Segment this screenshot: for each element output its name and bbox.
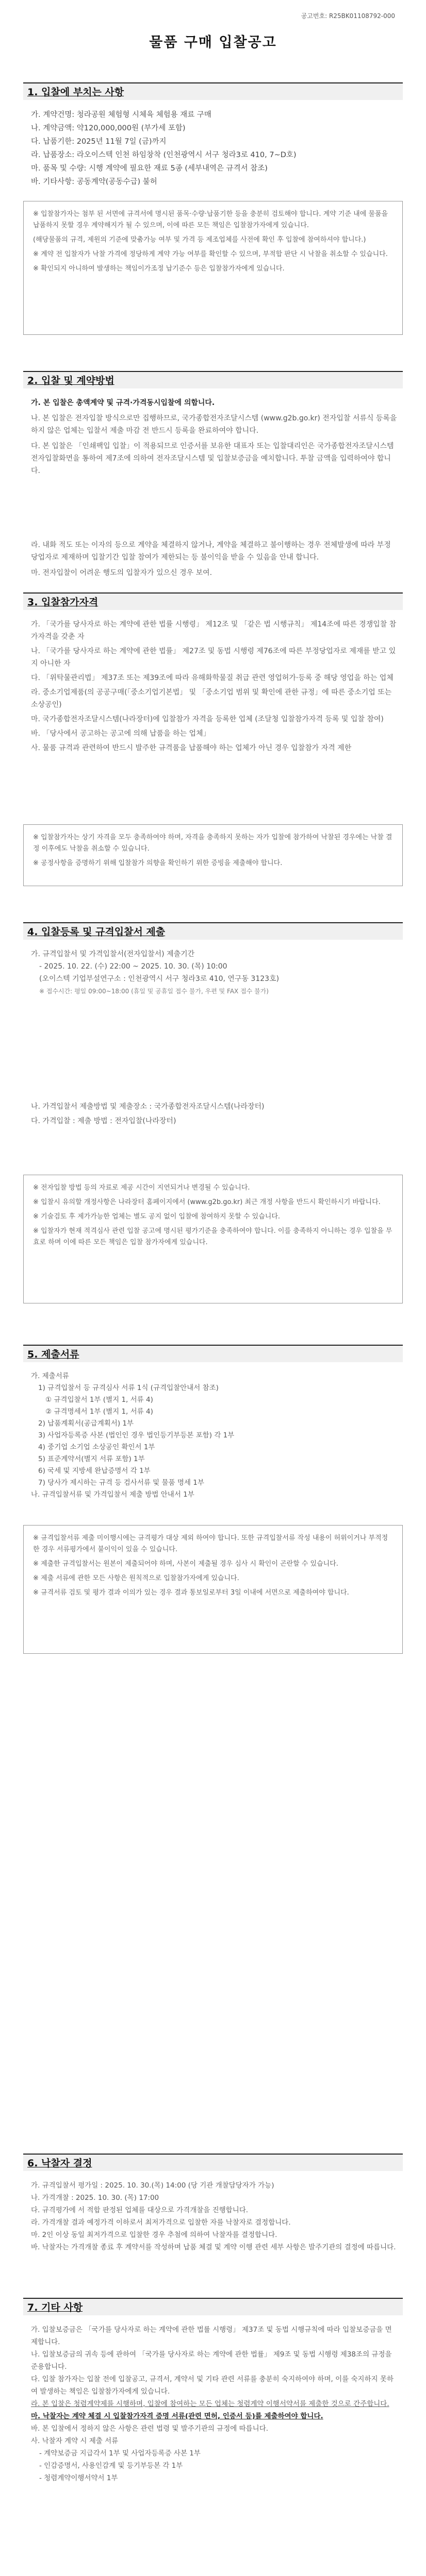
section-7-body (31, 2324, 397, 2484)
s6-line: 가. 규격입찰서 평가일 : 2025. 10. 30.(목) 14:00 (당 기관 개찰담당자가 가능) (31, 2181, 274, 2190)
s5-line: ① 규격입찰서 1부 (별지 1, 서류 4) (45, 1396, 153, 1404)
s4-note: ※ 기술검토 후 제가가능한 업체는 별도 공지 없이 입찰에 참여하지 못할 수 있습니다. (33, 1213, 281, 1221)
s4-note: ※ 전자입찰 방법 등의 자료로 제공 시간이 지연되거나 변경될 수 있습니다. (33, 1184, 250, 1192)
s5-line: 6) 국세 및 지방세 완납증명서 각 1부 (38, 1467, 151, 1475)
s4-line: - 2025. 10. 22. (수) 22:00 ~ 2025. 10. 30. (목) 10:00 (39, 962, 227, 971)
s7-line: 나. 입찰보증금의 귀속 등에 관하여 「국가를 당사자로 하는 계약에 관한 법률」 제9조 및 동법 시행령 제38조의 규정을 준용합니다. (31, 2350, 392, 2371)
page-title: 물품 구매 입찰공고 (149, 35, 277, 50)
s3-line: 다. 「위탁물관리법」 제37조 또는 제39조에 따라 유해화학물질 취급 관련 영업허가·등록 중 해당 영업을 하는 업체 (31, 674, 394, 682)
s4-line: (오이스텍 기업부설연구소 : 인천광역시 서구 청라3로 410, 연구동 3123호) (39, 975, 280, 983)
s2-line: 다. 본 입찰은 「인쇄팩입 입찰」이 적용되므로 인증서를 보유한 대표자 또는 입찰대리인은 국가종합전자조달시스템 전자입찰화면을 통하여 제7조에 의하여 전자조달시스템 및 입찰보증금을 예치합니다. 투찰 금액을 입력하여야 합니다. (31, 442, 394, 475)
s2-line: 나. 본 입찰은 전자입찰 방식으로만 집행하므로, 국가종합전자조달시스템 (www.g2b.go.kr) 전자입찰 서류식 등록을 하지 않은 업체는 입찰서 제출 마감 전 반드시 등록을 완료하여야 합니다. (31, 414, 397, 435)
section-3-notes (23, 824, 403, 886)
s6-line: 바. 낙찰자는 가격개찰 종료 후 계약서를 작성하며 납품 체결 및 계약 이행 관련 세부 사항은 발주기관의 결정에 따릅니다. (31, 2243, 396, 2251)
s2-line: 마. 전자입찰이 어려운 행도의 입찰자가 있으신 경우 보여. (31, 569, 212, 577)
s5-note: ※ 제출 서류에 관한 모든 사항은 원칙적으로 입찰참가자에게 있습니다. (33, 1574, 239, 1582)
s2-line: 라. 내화 적도 또는 이자의 등으로 계약을 체결하지 않거나, 계약을 체결하고 불이행하는 경우 전체발생에 따라 부정당업자로 제재하며 입찰기간 입찰 참여가 제한되는 등 불이익을 받을 수 있음을 안내 합니다. (31, 541, 391, 562)
s1-line: 바. 기타사항: 공동계약(공동수급) 불허 (31, 178, 157, 186)
s4-line: 다. 가격입찰 : 제출 방법 : 전자입찰(나라장터) (31, 1117, 176, 1125)
s4-line: ※ 접수시간: 평일 09:00~18:00 (휴일 및 공휴일 접수 불가, 우편 및 FAX 접수 불가) (39, 988, 269, 995)
s3-line: 라. 중소기업제품(의 공공구매(「중소기업기본법」 및 「중소기업 범위 및 확인에 관한 규정」에 따른 중소기업 또는 소상공인) (31, 688, 392, 709)
s2-line: 가. 본 입찰은 총액계약 및 규격·가격동시입찰에 의합니다. (31, 399, 215, 407)
s5-note: ※ 규격서류 검토 및 평가 결과 이의가 있는 경우 결과 통보일로부터 3일 이내에 서면으로 제출하여야 합니다. (33, 1589, 349, 1597)
s1-note: ※ 확인되지 아니하여 발생하는 책임이가조정 납기준수 등은 입찰참가자에게 있습니다. (33, 265, 285, 273)
s4-line: 가. 규격입찰서 및 가격입찰서(전자입찰서) 제출기간 (31, 950, 195, 958)
section-1-notes (23, 201, 403, 335)
s6-line: 나. 가격개찰 : 2025. 10. 30. (목) 17:00 (31, 2194, 159, 2202)
s6-line: 라. 가격개찰 결과 예정가격 이하로서 최저가격으로 입찰한 자를 낙찰자로 결정합니다. (31, 2218, 291, 2227)
section-3-body (31, 618, 397, 754)
s6-line: 마. 2인 이상 동일 최저가격으로 입찰한 경우 추첨에 의하여 낙찰자를 결정합니다. (31, 2231, 277, 2239)
s7-line: - 인감증명서, 사용인감계 및 등기부등본 각 1부 (39, 2462, 183, 2470)
s1-line: 다. 납품기한: 2025년 11월 7일 (금)까지 (31, 138, 167, 146)
s5-line: 나. 규격입찰서류 및 가격입찰서 제출 방법 안내서 1부 (31, 1490, 194, 1499)
s3-line: 사. 물품 규격과 관련하여 반드시 발주한 규격품을 납품해야 하는 업체가 아닌 경우 입찰참가 자격 제한 (31, 744, 352, 752)
section-4-notes (23, 1175, 403, 1303)
s1-note: ※ 계약 전 입찰자가 낙찰 가격에 정당하게 계약 가능 여부를 확인할 수 있으며, 부적합 판단 시 낙찰을 취소할 수 있습니다. (33, 250, 388, 258)
s3-line: 나. 「국가를 당사자로 하는 계약에 관한 법률」 제27조 및 동법 시행령 제76조에 따른 부정당업자로 제재를 받고 있지 아니한 자 (31, 647, 396, 668)
section-6-body (31, 2179, 397, 2253)
section-2-body (31, 397, 397, 579)
s7-line: 바. 본 입찰에서 정하지 않은 사항은 관련 법령 및 발주기관의 규정에 따릅니다. (31, 2425, 269, 2433)
s5-line: 3) 사업자등록증 사본 (법인인 경우 법인등기부등본 포함) 각 1부 (38, 1431, 235, 1439)
s5-line: 1) 규격입찰서 등 규격심사 서류 1식 (규격입찰안내서 참조) (38, 1384, 219, 1392)
s7-line: 사. 낙찰자 계약 시 제출 서류 (31, 2437, 119, 2445)
s5-line: ② 규격명세서 1부 (별지 1, 서류 4) (45, 1408, 153, 1416)
s1-note: (해당물품의 규격, 제원의 기준에 맞춤가능 여부 및 가격 등 제조업체를 사전에 확인 후 입찰에 참여하셔야 합니다.) (33, 236, 366, 244)
s5-line: 가. 제출서류 (31, 1372, 69, 1380)
s4-note: ※ 입찰자가 현재 적격심사 관련 입찰 공고에 명시된 평가기준을 충족하여야 합니다. 이를 충족하지 아니하는 경우 입찰을 무효로 하며 이에 따른 모든 책임은 입찰 참가자에게 있습니다. (33, 1227, 392, 1246)
section-5-heading: 5. 제출서류 (23, 1345, 403, 1362)
s5-line: 5) 표준계약서(별지 서류 포함) 1부 (38, 1455, 145, 1463)
s5-note: ※ 제출한 규격입찰서는 원본이 제출되어야 하며, 사본이 제출될 경우 심사 시 확인이 곤란할 수 있습니다. (33, 1560, 338, 1568)
bid-number: 공고번호: R25BK01108792-000 (301, 12, 395, 20)
s1-line: 나. 계약금액: 약120,000,000원 (부가세 포함) (31, 124, 186, 132)
s4-note: ※ 입찰시 유의할 개정사항은 나라장터 홈페이지에서 (www.g2b.go.kr) 최근 개정 사항을 반드시 확인하시기 바랍니다. (33, 1198, 381, 1206)
s7-line: 라. 본 입찰은 청렴계약제를 시행하며, 입찰에 참여하는 모든 업체는 청렴계약 이행서약서를 제출한 것으로 간주합니다. (31, 2400, 389, 2408)
section-1-body (31, 108, 397, 189)
s7-line: 가. 입찰보증금은 「국가를 당사자로 하는 계약에 관한 법률 시행령」 제37조 및 동법 시행규칙에 따라 입찰보증금을 면제합니다. (31, 2326, 392, 2346)
s7-line: - 청렴계약이행서약서 1부 (39, 2474, 118, 2482)
section-6-heading: 6. 낙찰자 결정 (23, 2154, 403, 2171)
s5-line: 7) 당사가 제시하는 규격 등 검사서류 및 물품 명세 1부 (38, 1479, 204, 1487)
s7-line: 마. 낙찰자는 계약 체결 시 입찰참가자격 증명 서류(관련 면허, 인증서 등)를 제출하여야 합니다. (31, 2412, 323, 2420)
s5-line: 4) 중기업 소기업 소상공인 확인서 1부 (38, 1443, 155, 1451)
section-4-heading: 4. 입찰등록 및 규격입찰서 제출 (23, 922, 403, 940)
section-7-heading: 7. 기타 사항 (23, 2298, 403, 2315)
s3-note: ※ 공정사항을 증명하기 위해 입찰참가 의향을 확인하기 위한 증빙을 제출해야 합니다. (33, 859, 283, 867)
section-5-body (31, 1370, 397, 1501)
s4-line: 나. 가격입찰서 제출방법 및 제출장소 : 국가종합전자조달시스템(나라장터) (31, 1103, 265, 1111)
s1-line: 가. 계약건명: 청라공원 체험형 시체육 체험용 재료 구매 (31, 111, 211, 119)
s3-note: ※ 입찰참가자는 상기 자격을 모두 충족하여야 하며, 자격을 충족하지 못하는 자가 입찰에 참가하여 낙찰된 경우에는 낙찰 결정 이후에도 낙찰을 취소할 수 있습니다. (33, 834, 392, 853)
section-1-heading: 1. 입찰에 부치는 사항 (23, 82, 403, 100)
section-5-notes (23, 1525, 403, 1654)
s5-note: ※ 규격입찰서류 제출 미이행시에는 규격평가 대상 제외 하여야 합니다. 또한 규격입찰서류 작성 내용이 허위이거나 부적정한 경우 서류평가에서 불이익이 있을 수 있습니다. (33, 1534, 388, 1553)
section-4-body (31, 948, 397, 1127)
s1-line: 마. 품목 및 수량: 시행 계약에 필요한 재료 5종 (세부내역은 규격서 참조) (31, 164, 268, 173)
s5-line: 2) 납품계획서(공급계획서) 1부 (38, 1419, 134, 1428)
s7-line: - 계약보증금 지급각서 1부 및 사업자등록증 사본 1부 (39, 2449, 201, 2458)
s6-line: 다. 규격평가에 서 적합 판정된 업체를 대상으로 가격개찰을 진행합니다. (31, 2206, 249, 2214)
s3-line: 마. 국가종합전자조달시스템(나라장터)에 입찰참가 자격을 등록한 업체 (조달청 입찰참가자격 등록 및 입찰 참여) (31, 715, 384, 723)
section-2-heading: 2. 입찰 및 계약방법 (23, 371, 403, 388)
s1-note: ※ 입찰참가자는 첨부 된 서면에 규격서에 명시된 품목·수량·납품기한 등을 충분히 검토해야 합니다. 계약 기준 내에 물품을 납품하지 못할 경우 계약해지가 될 수 있으며, 이에 따른 모든 책임은 입찰참가자에게 있습니다. (33, 210, 388, 229)
s3-line: 가. 「국가를 당사자로 하는 계약에 관한 법률 시행령」 제12조 및 「같은 법 시행규칙」 제14조에 따른 경쟁입찰 참가자격을 갖춘 자 (31, 620, 397, 641)
s1-line: 라. 납품장소: 라오이스텍 인천 하임창착 (인천광역시 서구 청라3로 410, 7~D호) (31, 151, 297, 159)
s3-line: 바. 「당사에서 공고하는 공고에 의해 납품을 하는 업체」 (31, 730, 210, 738)
s7-line: 다. 입찰 참가자는 입찰 전에 입찰공고, 규격서, 계약서 및 기타 관련 서류를 충분히 숙지하여야 하며, 이를 숙지하지 못하여 발생하는 책임은 입찰참가자에게 있습니다. (31, 2375, 394, 2396)
section-3-heading: 3. 입찰참가자격 (23, 592, 403, 610)
